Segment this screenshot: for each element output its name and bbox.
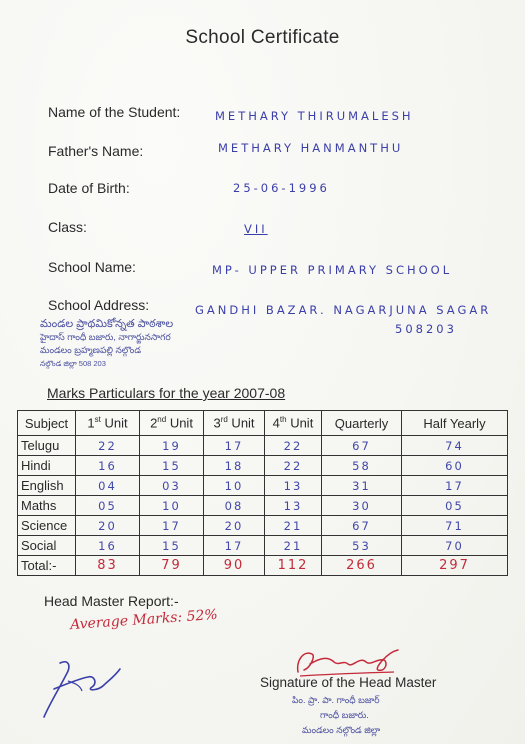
mark-cell: 10 bbox=[204, 476, 265, 496]
mark-cell: 17 bbox=[140, 516, 204, 536]
average-marks-note: Average Marks: 52% bbox=[69, 606, 219, 634]
header-quarterly: Quarterly bbox=[322, 411, 402, 436]
stamp-line: హైదాస్ గాంధీ బజారు, నాగార్జునసాగర bbox=[40, 332, 171, 342]
marks-table bbox=[17, 410, 508, 576]
mark-cell: 67 bbox=[322, 516, 402, 536]
student-signature bbox=[38, 655, 128, 725]
mark-cell: 22 bbox=[265, 456, 322, 476]
table-row bbox=[18, 516, 508, 536]
mark-cell: 05 bbox=[76, 496, 140, 516]
dob-value: 25-06-1996 bbox=[233, 181, 330, 195]
table-row bbox=[18, 436, 508, 456]
mark-cell: 17 bbox=[204, 436, 265, 456]
stamp-line: గాంధీ బజారు. bbox=[320, 710, 369, 720]
mark-cell: 17 bbox=[402, 476, 508, 496]
header-unit-4: 4th Unit bbox=[265, 411, 322, 436]
mark-cell: 60 bbox=[402, 456, 508, 476]
mark-cell: 31 bbox=[322, 476, 402, 496]
mark-cell: 67 bbox=[322, 436, 402, 456]
mark-cell: 30 bbox=[322, 496, 402, 516]
mark-cell: 03 bbox=[140, 476, 204, 496]
mark-cell: 13 bbox=[265, 496, 322, 516]
subject-cell: Telugu bbox=[18, 436, 76, 456]
header-unit-3: 3rd Unit bbox=[204, 411, 265, 436]
mark-cell: 15 bbox=[140, 536, 204, 556]
dob-label: Date of Birth: bbox=[48, 180, 130, 196]
mark-cell: 71 bbox=[402, 516, 508, 536]
class-label: Class: bbox=[48, 219, 87, 235]
school-stamp bbox=[40, 318, 220, 382]
header-unit-2: 2nd Unit bbox=[140, 411, 204, 436]
stamp-line: పిం. ప్రా. పా. గాంధీ బజార్ bbox=[292, 695, 380, 705]
mark-cell: 19 bbox=[140, 436, 204, 456]
mark-cell: 21 bbox=[265, 536, 322, 556]
subject-cell: Maths bbox=[18, 496, 76, 516]
mark-cell: 74 bbox=[402, 436, 508, 456]
school-address-value: GANDHI BAZAR. NAGARJUNA SAGAR bbox=[195, 303, 492, 317]
mark-cell: 05 bbox=[402, 496, 508, 516]
mark-cell: 18 bbox=[204, 456, 265, 476]
mark-cell: 16 bbox=[76, 536, 140, 556]
mark-cell: 22 bbox=[265, 436, 322, 456]
school-address-pin: 508203 bbox=[395, 322, 457, 336]
total-cell: 90 bbox=[204, 556, 265, 576]
class-value: VII bbox=[244, 222, 268, 236]
mark-cell: 22 bbox=[76, 436, 140, 456]
total-row bbox=[18, 556, 508, 576]
stamp-line: నల్గొండ జిల్లా 508 203 bbox=[40, 359, 106, 368]
stamp-line: మండల ప్రాథమికోన్నత పాఠశాల bbox=[40, 318, 174, 330]
mark-cell: 21 bbox=[265, 516, 322, 536]
school-name-label: School Name: bbox=[48, 259, 136, 275]
mark-cell: 58 bbox=[322, 456, 402, 476]
subject-cell: Hindi bbox=[18, 456, 76, 476]
table-row bbox=[18, 496, 508, 516]
signature-label: Signature of the Head Master bbox=[260, 675, 437, 690]
mark-cell: 53 bbox=[322, 536, 402, 556]
mark-cell: 10 bbox=[140, 496, 204, 516]
signature-stamp bbox=[292, 693, 380, 738]
mark-cell: 70 bbox=[402, 536, 508, 556]
marks-heading: Marks Particulars for the year 2007-08 bbox=[47, 385, 286, 401]
student-name-label: Name of the Student: bbox=[48, 104, 181, 120]
stamp-line: మండలం నల్గొండ జిల్లా bbox=[302, 725, 381, 735]
total-cell: 297 bbox=[402, 556, 508, 576]
father-name-value: METHARY HANMANTHU bbox=[218, 141, 404, 155]
mark-cell: 04 bbox=[76, 476, 140, 496]
mark-cell: 17 bbox=[204, 536, 265, 556]
certificate-title: School Certificate bbox=[185, 27, 340, 48]
total-cell: 112 bbox=[265, 556, 322, 576]
subject-cell: English bbox=[18, 476, 76, 496]
marks-header-row bbox=[18, 411, 508, 436]
mark-cell: 08 bbox=[204, 496, 265, 516]
header-subject: Subject bbox=[18, 411, 76, 436]
father-name-label: Father's Name: bbox=[48, 143, 144, 159]
header-half-yearly: Half Yearly bbox=[402, 411, 508, 436]
head-master-report-label: Head Master Report:- bbox=[44, 593, 179, 609]
mark-cell: 16 bbox=[76, 456, 140, 476]
total-cell: 83 bbox=[76, 556, 140, 576]
mark-cell: 13 bbox=[265, 476, 322, 496]
student-name-value: METHARY THIRUMALESH bbox=[215, 109, 414, 123]
total-cell: 266 bbox=[322, 556, 402, 576]
header-unit-1: 1st Unit bbox=[76, 411, 140, 436]
table-row bbox=[18, 536, 508, 556]
mark-cell: 15 bbox=[140, 456, 204, 476]
table-row bbox=[18, 456, 508, 476]
total-cell: 79 bbox=[140, 556, 204, 576]
school-address-label: School Address: bbox=[48, 297, 150, 313]
table-row bbox=[18, 476, 508, 496]
subject-cell: Social bbox=[18, 536, 76, 556]
total-label: Total:- bbox=[18, 556, 76, 576]
stamp-line: మండలం బ్రహ్మణపల్లి నల్గొండ bbox=[40, 345, 141, 355]
mark-cell: 20 bbox=[76, 516, 140, 536]
mark-cell: 20 bbox=[204, 516, 265, 536]
school-name-value: MP- UPPER PRIMARY SCHOOL bbox=[212, 263, 453, 277]
subject-cell: Science bbox=[18, 516, 76, 536]
